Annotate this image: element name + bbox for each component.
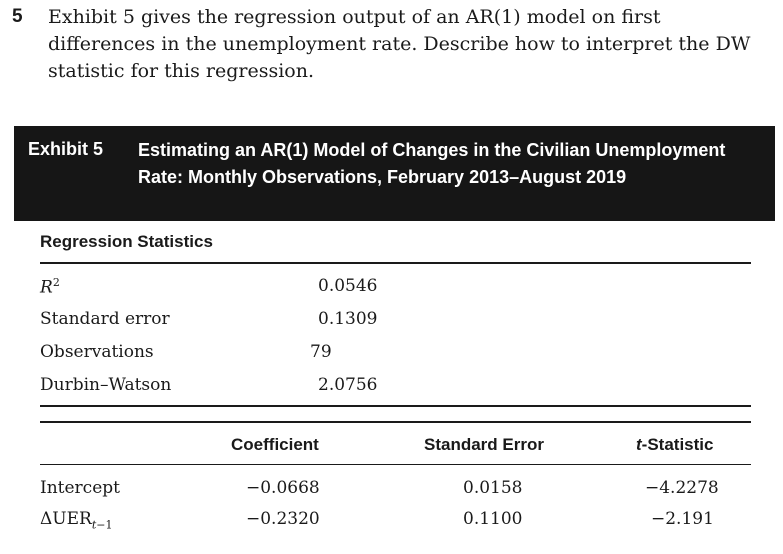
standard-error-label: Standard error: [40, 309, 170, 329]
rule-mid-1: [40, 405, 751, 407]
row-lag-coefficient: −0.2320: [246, 509, 320, 529]
standard-error-value: 0.1309: [318, 309, 378, 329]
rule-mid-2: [40, 421, 751, 423]
durbin-watson-value: 2.0756: [318, 375, 378, 395]
row-intercept-coefficient: −0.0668: [246, 478, 320, 498]
observations-value: 79: [310, 342, 332, 362]
question-number: 5: [12, 6, 23, 27]
r-squared-label: $R^2$: [40, 276, 60, 298]
header-standard-error: Standard Error: [424, 435, 544, 454]
r-squared-superscript: 2: [52, 276, 60, 289]
regression-statistics-heading: Regression Statistics: [40, 232, 213, 251]
row-intercept-t-stat: −4.2278: [645, 478, 719, 498]
observations-label: Observations: [40, 342, 154, 362]
rule-top: [40, 262, 751, 264]
row-intercept-std-error: 0.0158: [463, 478, 523, 498]
row-lag-std-error: 0.1100: [463, 509, 523, 529]
exhibit-label: Exhibit 5: [28, 139, 104, 159]
row-intercept-label: Intercept: [40, 478, 120, 498]
row-lag-t-stat: −2.191: [651, 509, 714, 529]
exhibit-title: Estimating an AR(1) Model of Changes in the Civilian Unemployment Rate: Monthly Observations, February 2013–August 2019: [138, 140, 726, 187]
header-coefficient: Coefficient: [231, 435, 319, 454]
header-t-statistic: t-Statistic: [636, 435, 714, 454]
durbin-watson-label: Durbin–Watson: [40, 375, 172, 395]
r-squared-value: 0.0546: [318, 276, 378, 296]
row-lag-label: $\Delta UER_{t-1}$: [40, 509, 113, 532]
rule-header: [40, 464, 751, 465]
exhibit-header: [14, 126, 775, 221]
question-text: Exhibit 5 gives the regression output of an AR(1) model on first differences in the unemployment rate. Describe how to interpret the DW statistic for this regression.: [48, 6, 751, 82]
